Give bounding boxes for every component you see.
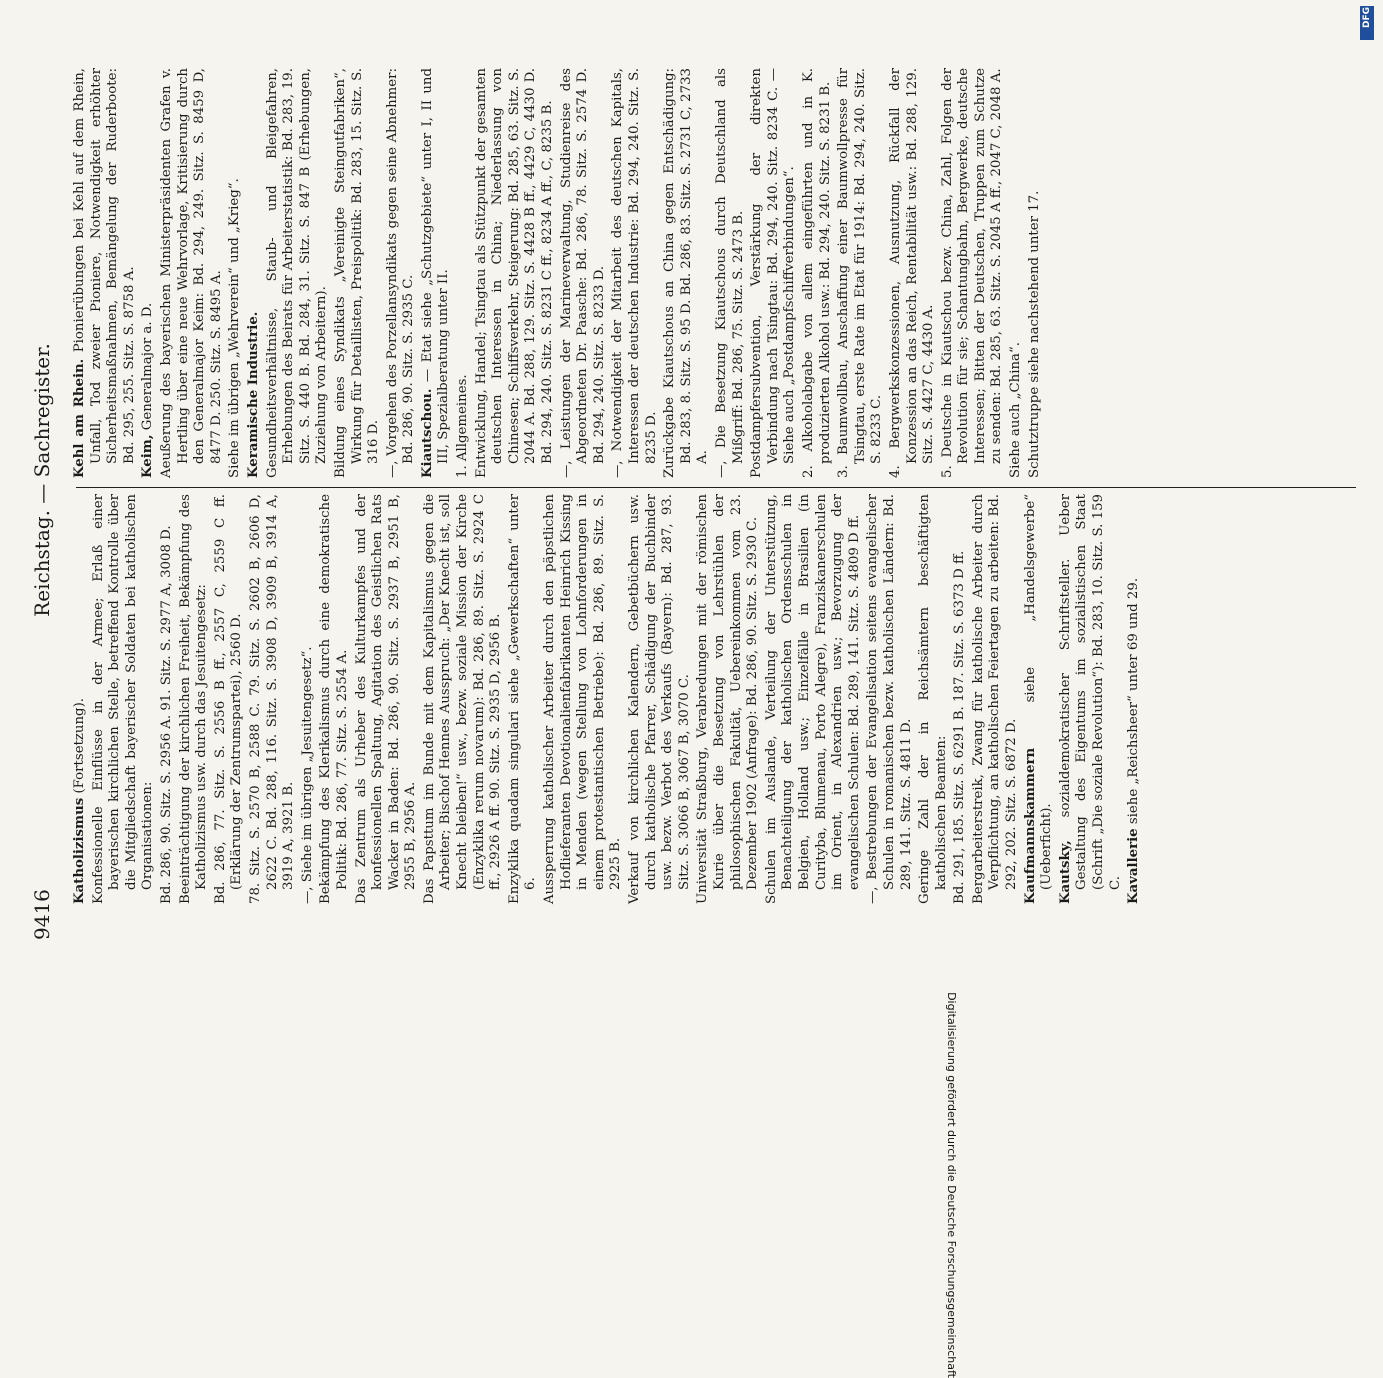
register-entry [72, 68, 138, 478]
entry-text: —, Leistungen der Marineverwaltung, Studienreise des Abgeordneten Dr. Paasche: Bd. 286, 78. Sitz. S. 2574 D. Bd. 294, 240. Sitz. S. 8233 D. [558, 68, 607, 478]
entry-text: Beeinträchtigung der kirchlichen Freiheit, Bekämpfung des Katholizismus usw. durch das Jesuitengesetz: [177, 494, 210, 904]
register-entry [140, 68, 157, 478]
dfg-logo [1360, 6, 1374, 40]
register-entry [385, 68, 418, 478]
register-entry [213, 494, 246, 904]
register-entry [1023, 494, 1056, 904]
entry-text: —, Notwendigkeit der Mitarbeit des deutschen Kapitals, Interessen der deutschen Industrie: Bd. 294, 240. Sitz. S. 8235 D. [610, 68, 659, 478]
entry-text: 4. Bergwerkskonzessionen, Ausnutzung, Rückfall der Konzession an das Reich, Rentabilität usw.: Bd. 288, 129. Sitz. S. 4427 C, 4430 A. [887, 68, 937, 478]
entry-heading: Keramische Industrie. [245, 311, 261, 478]
entry-text: Geringe Zahl der in Reichsämtern beschäftigten katholischen Beamten: [917, 494, 949, 904]
entry-text: Postdampfersubvention, Verstärkung der direkten Verbindung nach Tsingtau: Bd. 294, 240. Sitz. 8234 C. — Siehe auch „Postdampfschiffverbindungen“. [749, 68, 798, 478]
entry-text: Siehe im übrigen „Wehrverein“ und „Krieg“. [227, 178, 243, 478]
register-entry [265, 68, 331, 478]
register-entry [354, 494, 420, 904]
dfg-label: DFG [1362, 6, 1372, 28]
register-entry [91, 494, 157, 904]
entry-text: Bildung eines Syndikats „Vereinigte Steingutfabriken“, Wirkung für Detaillisten, Preispolitik: Bd. 283, 15. Sitz. S. 316 D. [332, 68, 382, 478]
register-entry [764, 494, 864, 904]
entry-text: 78. Sitz. S. 2570 B, 2588 C. 79. Sitz. S. 2602 B, 2606 D, 2622 C. Bd. 288, 116. Sitz. S. 3908 D, 3909 B, 3914 A, 3919 A, 3921 B. [247, 494, 297, 904]
register-entry [318, 494, 351, 904]
register-entry [159, 68, 225, 478]
entry-text: —, Die Besetzung Kiautschous durch Deutschland als Mißgriff: Bd. 286, 75. Sitz. S. 2473 B. [713, 68, 746, 478]
register-entry [1126, 494, 1143, 904]
entry-text: Universität Straßburg, Verabredungen mit der römischen Kurie über die Besetzung von Lehrstühlen der philosophischen Fakultät, Uebereinkommen vom 23. Dezember 1902 (Anfrage): Bd. 286, 90. Sitz. S. 2930 C. [695, 494, 761, 904]
entry-text: Generalmajor a. D. [140, 302, 156, 435]
entry-text: Entwicklung, Handel; Tsingtau als Stützpunkt der gesamten deutschen Interessen in China; Niederlassung von Chinesen; Schiffsverkehr, Steigerung: Bd. 285, 63. Sitz. S. 2044 A. Bd. 288, 129. Sitz. S. 4428 B ff., 4429 C, 4430 D. Bd. 294, 240. Sitz. S. 8231 C ff., 8234 A ff., C, 8235 B. [473, 68, 556, 478]
entry-text: Das Papsttum im Bunde mit dem Kapitalismus gegen die Arbeiter; Bischof Hennes Ausspruch: „Der Knecht ist, soll Knecht bleiben!“ usw., bezw. soziale Mission der Kirche (Enzyklika rerum novarum): Bd. 286, 89. Sitz. S. 2924 C ff., 2926 A ff. 90. Sitz. S. 2935 D, 2956 B. [421, 494, 504, 904]
register-entry [422, 494, 505, 904]
right-column [72, 68, 1045, 478]
entry-heading: Keim, [140, 434, 156, 478]
entry-text: Verkauf von kirchlichen Kalendern, Gebetbüchern usw. durch katholische Pfarrer, Schädigung der Buchbinder usw. bezw. Verbot des Verkaufs (Bayern): Bd. 287, 93. Sitz. S. 3066 B, 3067 B, 3070 C. [627, 494, 692, 904]
entry-text: Bd. 286, 90. Sitz. S. 2956 A. 91. Sitz. S. 2977 A, 3008 D. [158, 525, 174, 904]
entry-text: Bd. 286, 77. Sitz. S. 2556 B ff., 2557 C, 2559 C ff. (Erklärung der Zentrumspartei), 2560 D. [212, 494, 245, 904]
register-entry [559, 68, 609, 478]
entry-text: 2. Alkoholabgabe von allem eingeführten und in K. produzierten Alkohol usw.: Bd. 294, 240. Sitz. S. 8231 B. [800, 68, 833, 478]
register-entry [749, 68, 799, 478]
entry-text: siehe „Reichsheer“ unter 69 und 29. [1126, 577, 1142, 829]
register-entry [801, 68, 834, 478]
register-entry [1027, 68, 1044, 478]
entry-text: 1. Allgemeines. [455, 374, 471, 478]
register-entry [865, 494, 915, 904]
imprint-text: Digitalisierung gefördert durch die Deutsche Forschungsgemeinschaft [945, 992, 958, 1378]
register-entry [474, 68, 557, 478]
register-entry [246, 68, 263, 478]
register-entry [836, 68, 886, 478]
register-entry [507, 494, 540, 904]
entry-text: Schulen im Auslande, Verteilung der Unterstützung, Benachteiligung der katholischen Ordensschulen in Belgien, Holland usw.; Einzelfälle in Brasilien (in Curityba, Blumenau, Porto Alegre), Franziskanerschulen im Orient, in Alexandrien usw.; Bevorzugung der evangelischen Schulen: Bd. 289, 141. Sitz. S. 4809 D ff. [763, 494, 862, 904]
entry-text: Das Zentrum als Urheber des Kulturkampfes und der konfessionellen Spaltung, Agitation des Geistlichen Rats Wacker in Baden: Bd. 286, 90. Sitz. S. 2937 B, 2951 B, 2955 B, 2956 A. [353, 494, 419, 904]
register-entry [1058, 494, 1124, 904]
entry-heading: Kehl am Rhein. [72, 358, 87, 478]
entry-text: Aeußerung des bayerischen Ministerpräsidenten Grafen v. Hertling über eine neue Wehrvorlage, Kritisierung durch den Generalmajor Keim: Bd. 294, 249. Sitz. S. 8459 D, 8477 D. 250. Sitz. S. 8495 A. [158, 68, 224, 478]
column-divider [76, 487, 1356, 488]
entry-text: Bekämpfung des Klerikalismus durch eine demokratische Politik: Bd. 286, 77. Sitz. S. 2554 A. [318, 494, 350, 904]
register-entry [1008, 68, 1025, 478]
register-entry [888, 68, 938, 478]
entry-text: Schutztruppe siehe nachstehend unter 17. [1026, 190, 1042, 478]
register-entry [971, 494, 1021, 904]
register-entry [300, 494, 317, 904]
register-entry [542, 494, 625, 904]
register-entry [714, 68, 747, 478]
register-entry [627, 494, 693, 904]
entry-text: 5. Deutsche in Kiautschou bezw. China, Zahl, Folgen der Revolution für sie; Schantungbahn, Bergwerke, deutsche Interessen; Bitten der Deutschen, Truppen zum Schutze zu senden: Bd. 285, 63. Sitz. S. 2045 A ff., 2047 C, 2048 A. [939, 68, 1005, 478]
page-header [16, 20, 64, 940]
register-entry [248, 494, 298, 904]
entry-text: 3. Baumwollbau, Anschaffung einer Baumwollpresse für Tsingtau, erste Rate im Etat für 1914: Bd. 294, 240. Sitz. S. 8233 C. [836, 68, 885, 478]
entry-text: siehe „Handelsgewerbe“ (Ueberficht). [1022, 494, 1055, 890]
register-entry [695, 494, 761, 904]
page-number: 9416 [30, 889, 54, 940]
entry-text: — Etat siehe „Schutzgebiete“ unter I, II und III, Spezialberatung unter II. [419, 68, 452, 464]
entry-heading: Kavallerie [1126, 828, 1142, 904]
entry-text: Aussperrung katholischer Arbeiter durch den päpstlichen Hoflieferanten Devotionalienfabrikanten Heinrich Kissing in Menden (wegen Stellung von Lohnforderungen in einem protestantischen Betriebe): Bd. 286, 89. Sitz. S. 2925 B. [542, 494, 624, 904]
register-entry [333, 68, 383, 478]
entry-text: —, Vorgehen des Porzellansyndikats gegen seine Abnehmer: Bd. 286, 90. Sitz. S. 2935 C. [384, 68, 417, 478]
page-title: Reichstag. — Sachregister. [30, 343, 54, 617]
entry-text: —, Siehe im übrigen „Jesuitengesetz“. [299, 646, 315, 904]
entry-text: —, Bestrebungen der Evangelisation seitens evangelischer Schulen in romanischen bezw. katholischen Ländern: Bd. 289, 141. Sitz. S. 4811 D. [865, 494, 914, 904]
entry-heading: Kiautschou. [419, 388, 435, 478]
entry-heading: Katholizismus [72, 797, 87, 904]
left-column [72, 494, 1145, 904]
entry-text: Pionierübungen bei Kehl auf dem Rhein, Unfall, Tod zweier Pioniere, Notwendigkeit erhöhter Sicherheitsmaßnahmen, Bemängelung der Ruderboote: Bd. 295, 255. Sitz. S. 8758 A. [72, 68, 137, 464]
entry-heading: Kautsky, [1057, 840, 1073, 904]
register-entry [159, 494, 176, 904]
register-entry [227, 68, 244, 478]
entry-text: Enzyklika quadam singulari siehe „Gewerkschaften“ unter 6. [506, 494, 539, 904]
register-entry [610, 68, 660, 478]
entry-text: (Fortsetzung). [72, 698, 87, 798]
entry-text: Konfessionelle Einflüsse in der Armee; Erlaß einer bayerischen kirchlichen Stelle, betreffend Kontrolle über die Mitgliedschaft bayerischer Soldaten bei katholischen Organisationen: [90, 494, 156, 904]
entry-text: Bd. 291, 185. Sitz. S. 6291 B. 187. Sitz. S. 6373 D ff. [952, 550, 968, 904]
entry-text: Gesundheitsverhältnisse, Staub- und Bleigefahren, Erhebungen des Beirats für Arbeiterstatistik: Bd. 283, 19. Sitz. S. 440 B. Bd. 284, 31. Sitz. S. 847 B (Erhebungen, Zuziehung von Arbeitern). [264, 68, 330, 478]
entry-text: Zurückgabe Kiautschous an China gegen Entschädigung: Bd. 283, 8. Sitz. S. 95 D. Bd. 286, 83. Sitz. S. 2731 C, 2733 A. [662, 68, 711, 478]
entry-text: Bergarbeiterstreik, Zwang für katholische Arbeiter durch Verpflichtung, an katholischen Feiertagen zu arbeiten: Bd. 292, 202. Sitz. S. 6872 D. [970, 494, 1020, 904]
entry-heading: Kaufmannskammern [1022, 747, 1038, 904]
register-entry [72, 494, 89, 904]
register-entry [420, 68, 453, 478]
entry-text: sozialdemokratischer Schriftsteller. Ueber Gestaltung des Eigentums im sozialistischen Staat (Schrift „Die soziale Revolution“): Bd. 283, 10. Sitz. S. 159 C. [1057, 494, 1123, 890]
register-entry [662, 68, 712, 478]
entry-text: Siehe auch „China“. [1008, 341, 1024, 478]
register-entry [178, 494, 211, 904]
register-entry [455, 68, 472, 478]
